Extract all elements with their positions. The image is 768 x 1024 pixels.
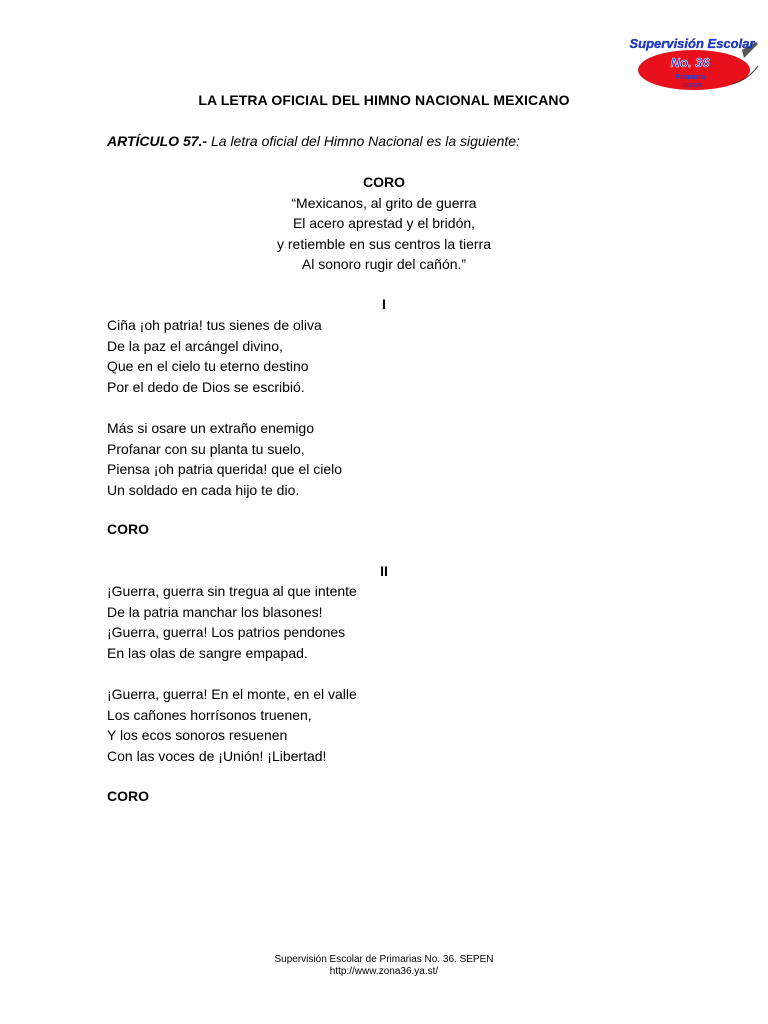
footer-organization: Supervisión Escolar de Primarias No. 36. SEPEN [274,954,494,965]
verse-line: Ciña ¡oh patria! tus sienes de oliva [107,317,322,333]
article-intro [107,133,520,149]
svg-text:SEPEN: SEPEN [682,83,702,89]
verse-line: Piensa ¡oh patria querida! que el cielo [107,461,343,478]
stanza-number-ii: II [380,563,388,579]
chorus-line: y retiemble en sus centros la tierra [277,235,491,252]
verse-line: ¡Guerra, guerra! Los patrios pendones [107,624,346,641]
verse-line: De la patria manchar los blasones! [107,603,323,620]
verse-line: ¡Guerra, guerra! En el monte, en el valle [107,686,357,702]
verse-line: Con las voces de ¡Unión! ¡Libertad! [107,748,327,765]
verse-line: ¡Guerra, guerra sin tregua al que intente [107,583,357,599]
stanza-ii-part-1 [107,581,357,664]
verse-line: Más si osare un extraño enemigo [107,420,314,436]
article-label: ARTÍCULO 57.- [107,133,208,149]
supervision-escolar-logo [624,30,760,92]
document-title: LA LETRA OFICIAL DEL HIMNO NACIONAL MEXICANO [198,92,570,108]
chorus-line: El acero aprestad y el bridón, [292,215,476,231]
verse-line: En las olas de sangre empapad. [107,645,308,662]
verse-line: Y los ecos sonoros resuenen [107,727,288,744]
stanza-i-part-1 [107,315,322,398]
chorus-heading: CORO [363,174,405,190]
stanza-i-part-2 [107,418,342,501]
chorus [0,172,768,275]
chorus-line: Al sonoro rugir del cañón.” [301,256,467,272]
stanza-number-i: I [382,296,386,312]
coro-reference-2: CORO [107,788,149,804]
footer-url[interactable]: http://www.zona36.ya.st/ [329,966,439,977]
page-footer [0,954,768,978]
verse-line: Los cañones horrísonos truenen, [107,706,312,723]
verse-line: De la paz el arcángel divino, [107,337,283,354]
svg-text:No. 36: No. 36 [670,55,710,70]
article-text: La letra oficial del Himno Nacional es la siguiente: [207,133,520,149]
verse-line: Que en el cielo tu eterno destino [107,358,309,375]
svg-text:Primaria: Primaria [674,72,706,81]
verse-line: Profanar con su planta tu suelo, [107,440,305,457]
svg-text:Supervisión Escolar: Supervisión Escolar [629,36,755,51]
chorus-line: “Mexicanos, al grito de guerra [291,194,477,211]
stanza-ii-part-2 [107,684,357,767]
verse-line: Por el dedo de Dios se escribió. [107,379,305,396]
verse-line: Un soldado en cada hijo te dio. [107,482,300,499]
coro-reference-1: CORO [107,521,149,537]
